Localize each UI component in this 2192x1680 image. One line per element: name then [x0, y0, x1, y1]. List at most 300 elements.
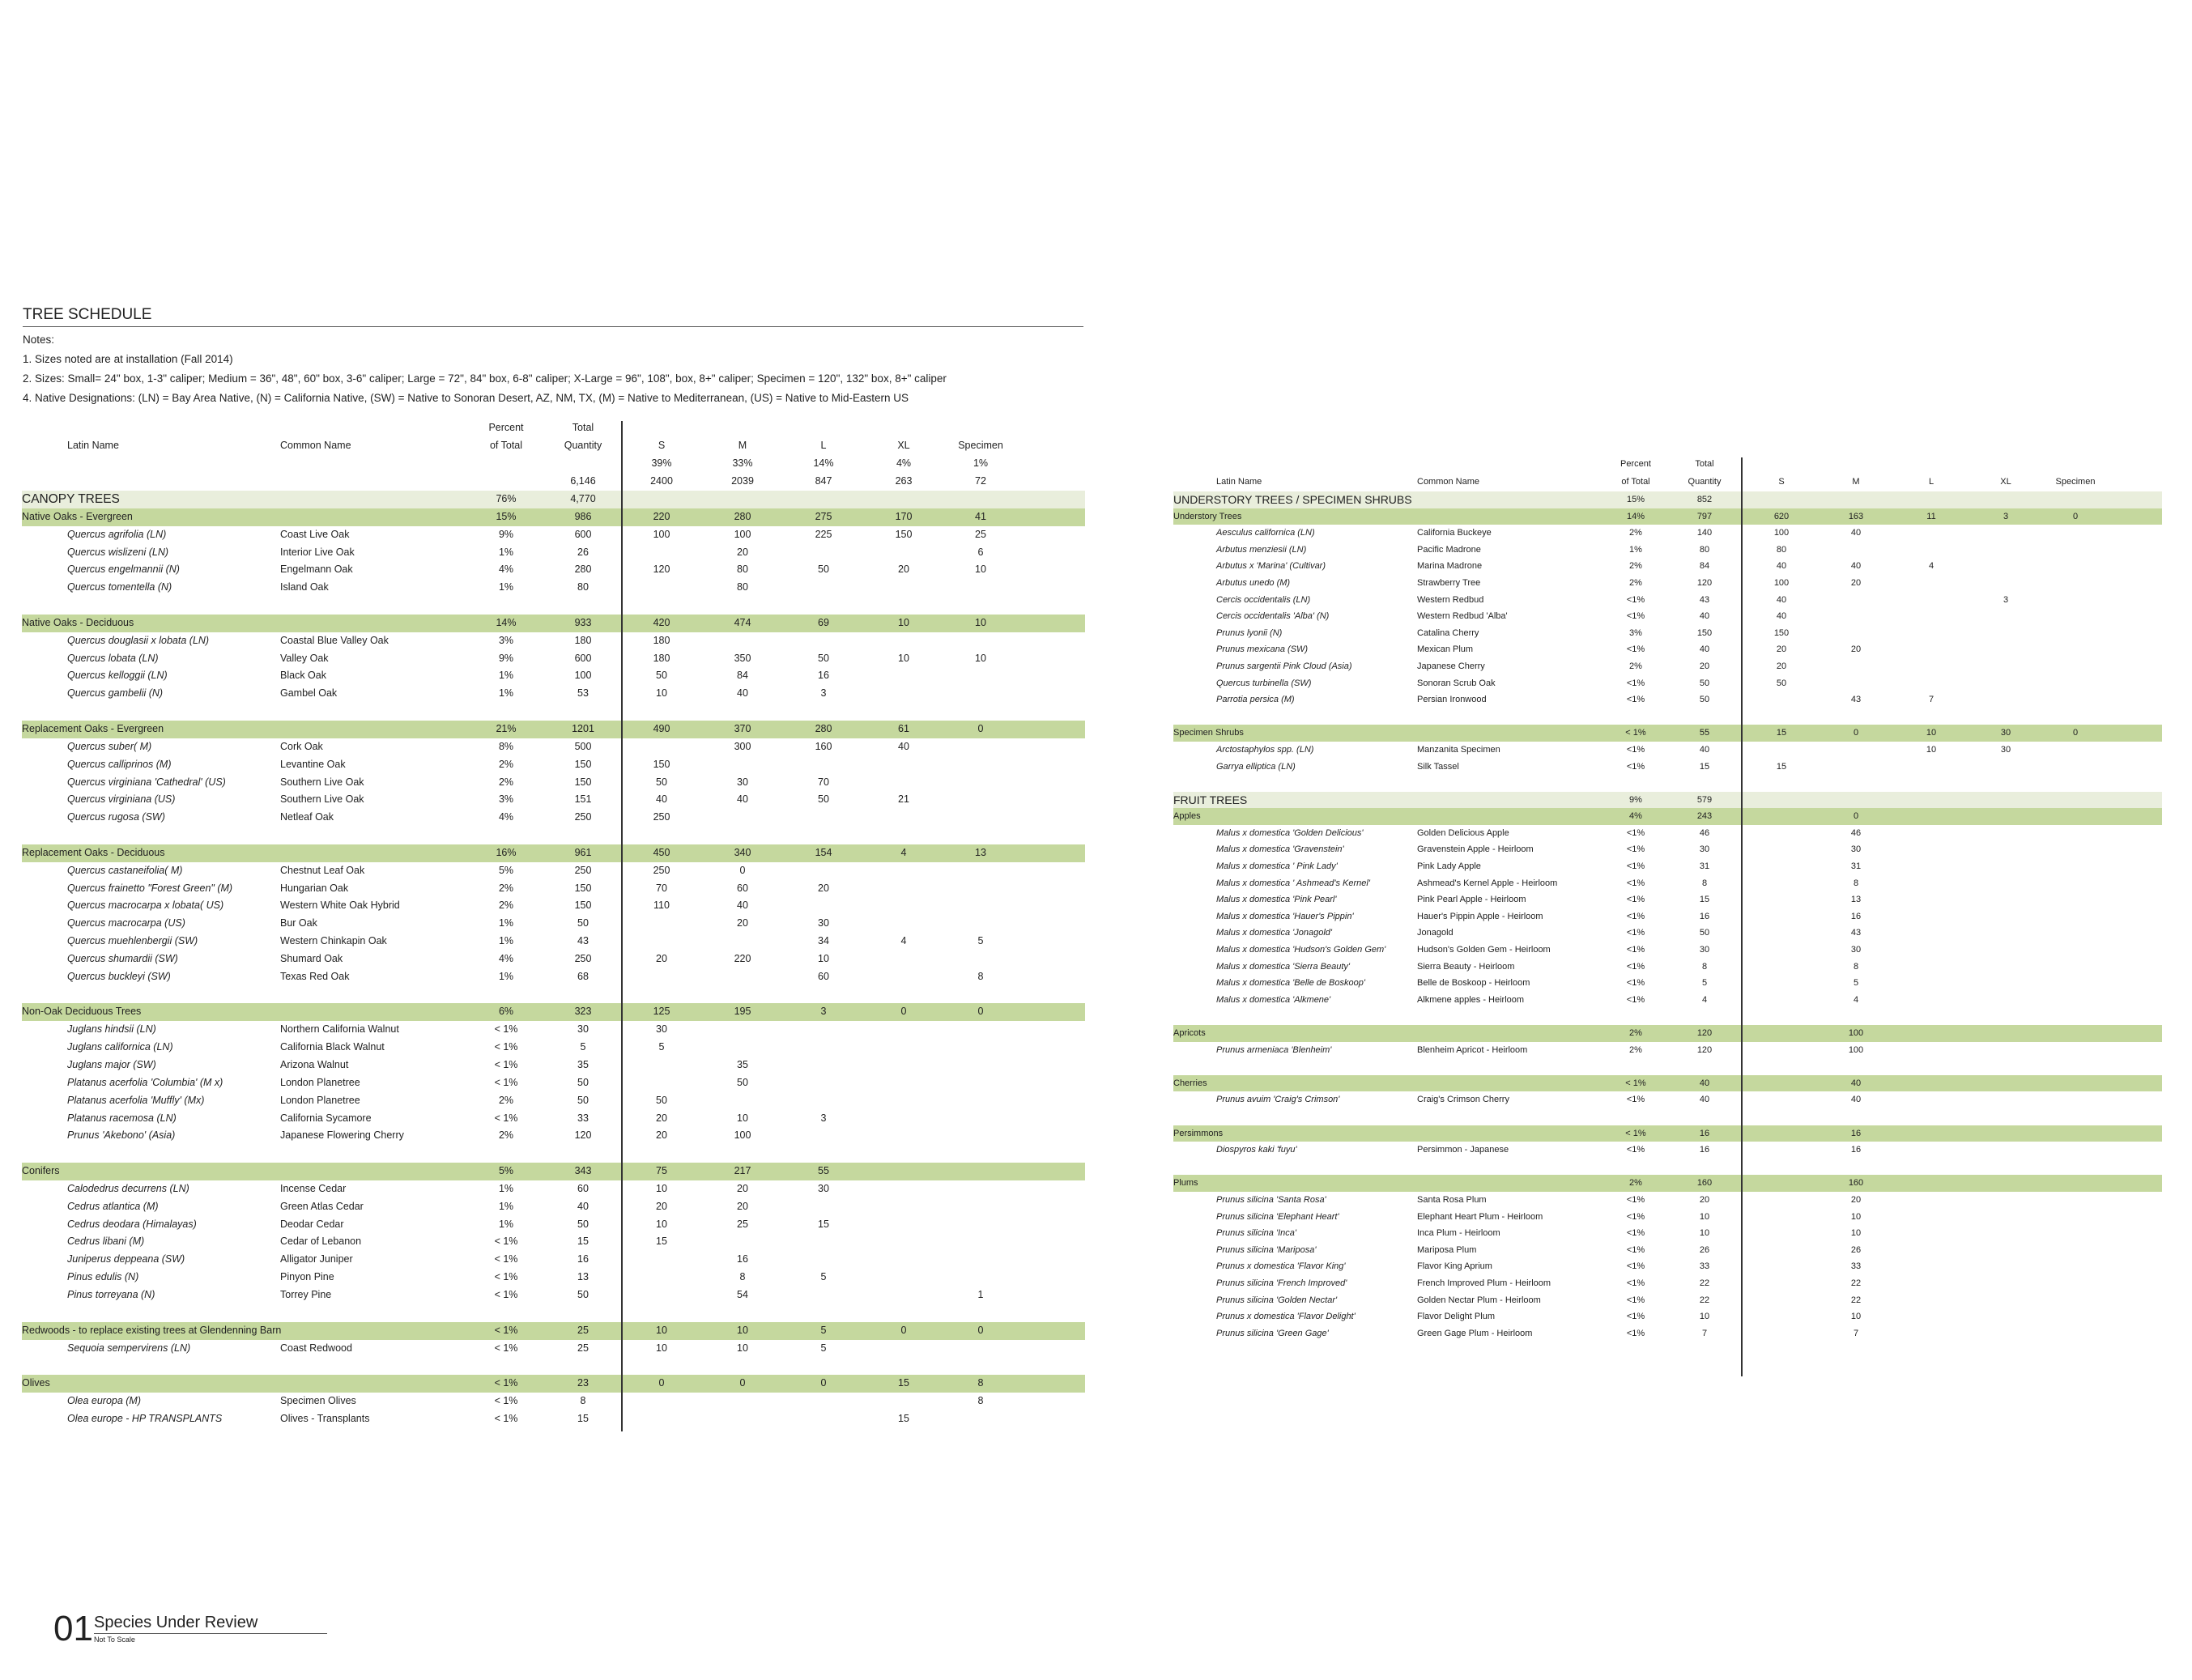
size-specimen: 8 — [977, 970, 984, 982]
size-specimen: 10 — [975, 564, 986, 576]
table-row — [1173, 875, 2162, 892]
total-quantity: 797 — [1696, 511, 1713, 521]
size-m: 0 — [1853, 811, 1859, 822]
percent-of-total: < 1% — [494, 1395, 518, 1407]
size-l: 30 — [818, 917, 829, 929]
total-quantity: 120 — [1696, 1028, 1713, 1038]
size-l: 5 — [820, 1342, 827, 1354]
common-name: Santa Rosa Plum — [1417, 1194, 1487, 1205]
common-name: Gambel Oak — [280, 687, 338, 700]
table-row — [1173, 908, 2162, 925]
percent-of-total: 4% — [498, 811, 514, 823]
size-s: 250 — [653, 811, 670, 823]
size-m: 80 — [737, 581, 748, 593]
table-row — [1173, 592, 2162, 609]
size-m: 35 — [737, 1059, 748, 1070]
size-xl: 40 — [898, 740, 909, 752]
size-specimen: 1 — [977, 1288, 984, 1300]
percent-of-total: 5% — [498, 1165, 514, 1177]
col-header-percent: Percent — [488, 422, 524, 433]
size-l: 275 — [815, 510, 832, 522]
spacer-row — [1173, 708, 2162, 725]
percent-of-total: <1% — [1626, 1145, 1645, 1155]
total-quantity: 35 — [577, 1059, 589, 1070]
common-name: Pacific Madrone — [1417, 544, 1481, 555]
latin-name: Diospyros kaki 'fuyu' — [1216, 1145, 1297, 1155]
total-quantity: 40 — [1699, 611, 1710, 622]
size-xl: 30 — [2000, 744, 2011, 755]
total-quantity: 343 — [574, 1165, 592, 1177]
sheet-title: Species Under Review — [94, 1614, 327, 1634]
percent-of-total: < 1% — [494, 1324, 518, 1336]
percent-of-total: 2% — [498, 900, 514, 912]
size-m: 20 — [1850, 577, 1862, 588]
col-header-l: L — [1928, 477, 1934, 487]
percent-of-total: <1% — [1626, 844, 1645, 855]
size-m: 474 — [734, 616, 751, 628]
total-quantity: 20 — [1699, 661, 1710, 671]
common-name: Pink Pearl Apple - Heirloom — [1417, 895, 1526, 905]
latin-name: Malus x domestica ' Pink Lady' — [1216, 861, 1338, 872]
table-row — [1173, 575, 2162, 592]
percent-of-total: 2% — [1629, 1044, 1642, 1055]
common-name: Western Redbud — [1417, 594, 1484, 605]
percent-of-total: < 1% — [1625, 1078, 1646, 1088]
col-header-specimen: Specimen — [958, 440, 1003, 451]
size-m: 50 — [737, 1076, 748, 1088]
total-quantity: 150 — [574, 758, 592, 770]
size-m: 16 — [737, 1253, 748, 1265]
latin-name: Persimmons — [1173, 1128, 1224, 1138]
latin-name: Plums — [1173, 1178, 1198, 1189]
percent-of-total: 8% — [498, 740, 514, 752]
col-header-specimen: Specimen — [2055, 477, 2096, 487]
total-quantity: 323 — [574, 1006, 592, 1018]
size-s: 50 — [656, 670, 667, 682]
size-s: 120 — [653, 564, 670, 576]
percent-of-total: 9% — [1629, 794, 1642, 805]
total-quantity: 40 — [1699, 1078, 1710, 1088]
latin-name: Prunus sargentii Pink Cloud (Asia) — [1216, 661, 1352, 671]
percent-of-total: 16% — [496, 846, 517, 858]
total-quantity: 50 — [1699, 928, 1710, 938]
latin-name: Sequoia sempervirens (LN) — [67, 1342, 191, 1354]
size-m: 10 — [1850, 1312, 1862, 1322]
col-header-m: M — [738, 440, 747, 451]
size-m: 25 — [737, 1218, 748, 1230]
total-quantity: 26 — [577, 546, 589, 558]
total-quantity: 961 — [574, 846, 592, 858]
common-name: Inca Plum - Heirloom — [1417, 1228, 1500, 1239]
size-m: 33 — [1850, 1261, 1862, 1272]
percent-of-total: < 1% — [1625, 728, 1646, 738]
percent-of-total: 3% — [1629, 627, 1642, 638]
size-s: 125 — [653, 1006, 670, 1018]
common-name: Black Oak — [280, 670, 326, 682]
col-header-quantity: Total — [1695, 459, 1714, 469]
total-quantity: 150 — [574, 900, 592, 912]
common-name: Gravenstein Apple - Heirloom — [1417, 844, 1534, 855]
size-s: 20 — [656, 1112, 667, 1124]
size-m: 20 — [737, 546, 748, 558]
common-name: Cedar of Lebanon — [280, 1236, 362, 1248]
latin-name: Olea europe - HP TRANSPLANTS — [67, 1412, 223, 1424]
common-name: Elephant Heart Plum - Heirloom — [1417, 1211, 1543, 1222]
latin-name: Quercus douglasii x lobata (LN) — [67, 634, 210, 646]
size-s: 40 — [1776, 594, 1787, 605]
size-l: 60 — [818, 970, 829, 982]
size-m: 10 — [1850, 1228, 1862, 1239]
spacer-row — [1173, 1108, 2162, 1125]
size-m: 20 — [737, 1182, 748, 1194]
group-header-row — [1173, 1075, 2162, 1092]
col-header-s: S — [658, 440, 666, 451]
size-m: 22 — [1850, 1278, 1862, 1288]
size-m: 280 — [734, 510, 751, 522]
percent-of-total: <1% — [1626, 1278, 1645, 1288]
latin-name: Juniperus deppeana (SW) — [67, 1253, 185, 1265]
size-s: 20 — [656, 1129, 667, 1142]
latin-name: Quercus frainetto "Forest Green" (M) — [67, 882, 233, 894]
latin-name: Prunus silicina 'Elephant Heart' — [1216, 1211, 1339, 1222]
common-name: Cork Oak — [280, 740, 323, 752]
size-s: 50 — [656, 1094, 667, 1106]
table-row — [1173, 641, 2162, 658]
total-quantity: 250 — [574, 952, 592, 964]
size-s: 250 — [653, 864, 670, 876]
size-m: 163 — [1848, 511, 1864, 521]
table-row — [1173, 1308, 2162, 1325]
size-m: 60 — [737, 882, 748, 894]
common-name: Persimmon - Japanese — [1417, 1145, 1509, 1155]
latin-name: Cherries — [1173, 1078, 1207, 1088]
table-row — [1173, 542, 2162, 559]
latin-name: Olives — [22, 1377, 50, 1389]
size-m: 0 — [739, 864, 746, 876]
percent-of-total: < 1% — [494, 1288, 518, 1300]
col-header-xl: XL — [2000, 477, 2011, 487]
total-quantity: 120 — [1696, 1044, 1713, 1055]
column-divider — [1741, 457, 1743, 1376]
latin-name: Prunus 'Akebono' (Asia) — [67, 1129, 176, 1142]
size-m: 80 — [737, 564, 748, 576]
grand-total-quantity: 6,146 — [570, 475, 596, 487]
size-l: 50 — [818, 652, 829, 664]
size-specimen: 0 — [977, 1324, 984, 1336]
size-specimen: 25 — [975, 528, 986, 540]
size-xl: 30 — [2000, 728, 2011, 738]
size-l: 16 — [818, 670, 829, 682]
size-l: 0 — [820, 1377, 827, 1389]
size-m: 30 — [737, 776, 748, 788]
size-l: 34 — [818, 935, 829, 947]
size-specimen: 0 — [2072, 728, 2079, 738]
size-s: 100 — [653, 528, 670, 540]
table-row — [1173, 525, 2162, 542]
common-name: California Black Walnut — [280, 1041, 385, 1053]
total-quantity: 160 — [1696, 1178, 1713, 1189]
percent-of-total: 9% — [498, 652, 514, 664]
size-s: 20 — [656, 1200, 667, 1212]
latin-name: Apricots — [1173, 1028, 1206, 1038]
size-xl: 4 — [900, 935, 907, 947]
latin-name: Quercus lobata (LN) — [67, 652, 159, 664]
total-quantity: 5 — [580, 1041, 586, 1053]
size-s: 110 — [653, 900, 670, 912]
size-s: 620 — [1773, 511, 1790, 521]
percent-of-total: <1% — [1626, 678, 1645, 688]
size-s: 180 — [653, 652, 670, 664]
size-m: 30 — [1850, 945, 1862, 955]
latin-name: Malus x domestica ' Ashmead's Kernel' — [1216, 878, 1370, 888]
latin-name: Quercus gambelii (N) — [67, 687, 164, 700]
latin-name: Non-Oak Deciduous Trees — [22, 1006, 142, 1018]
total-quantity: 120 — [574, 1129, 592, 1142]
percent-of-total: < 1% — [494, 1076, 518, 1088]
latin-name: Malus x domestica 'Belle de Boskoop' — [1216, 978, 1365, 989]
latin-name: Cercis occidentalis 'Alba' (N) — [1216, 611, 1330, 622]
latin-name: Prunus silicina 'Inca' — [1216, 1228, 1296, 1239]
total-quantity: 50 — [577, 917, 589, 929]
total-quantity: 25 — [577, 1324, 589, 1336]
common-name: Alligator Juniper — [280, 1253, 353, 1265]
common-name: Japanese Flowering Cherry — [280, 1129, 404, 1142]
total-quantity: 150 — [574, 776, 592, 788]
total-quantity: 33 — [1699, 1261, 1710, 1272]
size-xl: 3 — [2003, 511, 2009, 521]
total-quantity: 100 — [574, 670, 592, 682]
size-m: 100 — [734, 528, 751, 540]
latin-name: Malus x domestica 'Hudson's Golden Gem' — [1216, 945, 1386, 955]
size-l: 7 — [1928, 695, 1934, 705]
size-m: 220 — [734, 952, 751, 964]
size-percent: 33% — [732, 457, 753, 469]
size-m: 160 — [1848, 1178, 1864, 1189]
total-quantity: 15 — [577, 1412, 589, 1424]
latin-name: Pinus torreyana (N) — [67, 1288, 155, 1300]
common-name: Southern Live Oak — [280, 793, 364, 806]
note-line: 4. Native Designations: (LN) = Bay Area Native, (N) = California Native, (SW) = Native to Sonoran Desert, AZ, NM, TX, (M) = Native to Mediterranean, (US) = Native to Mid-Eastern US — [23, 392, 909, 404]
latin-name: FRUIT TREES — [1173, 793, 1248, 806]
latin-name: Native Oaks - Evergreen — [22, 510, 133, 522]
latin-name: Malus x domestica 'Alkmene' — [1216, 994, 1331, 1005]
total-quantity: 10 — [1699, 1228, 1710, 1239]
table-row — [1173, 841, 2162, 858]
table-row — [1173, 759, 2162, 776]
size-specimen: 8 — [977, 1377, 984, 1389]
size-specimen: 5 — [977, 935, 984, 947]
size-xl: 0 — [900, 1324, 907, 1336]
common-name: Texas Red Oak — [280, 970, 350, 982]
common-name: Pinyon Pine — [280, 1271, 334, 1283]
size-m: 10 — [737, 1112, 748, 1124]
col-header-quantity: Total — [572, 422, 594, 433]
common-name: Jonagold — [1417, 928, 1454, 938]
col-header-l: L — [820, 440, 827, 451]
latin-name: Native Oaks - Deciduous — [22, 616, 134, 628]
group-header-row — [1173, 1025, 2162, 1042]
size-specimen: 0 — [977, 1006, 984, 1018]
size-l: 280 — [815, 722, 832, 734]
latin-name: Malus x domestica 'Hauer's Pippin' — [1216, 911, 1354, 921]
size-xl: 15 — [898, 1412, 909, 1424]
total-quantity: 986 — [574, 510, 592, 522]
common-name: London Planetree — [280, 1076, 360, 1088]
percent-of-total: <1% — [1626, 1228, 1645, 1239]
size-m: 16 — [1850, 1145, 1862, 1155]
table-row — [1173, 1091, 2162, 1108]
total-quantity: 933 — [574, 616, 592, 628]
size-xl: 3 — [2003, 594, 2009, 605]
latin-name: Prunus x domestica 'Flavor Delight' — [1216, 1312, 1356, 1322]
common-name: Belle de Boskoop - Heirloom — [1417, 978, 1530, 989]
size-xl: 10 — [898, 652, 909, 664]
spacer-row — [1173, 1008, 2162, 1025]
size-s: 150 — [1773, 627, 1790, 638]
total-quantity: 50 — [577, 1076, 589, 1088]
percent-of-total: 2% — [498, 1129, 514, 1142]
size-s: 420 — [653, 616, 670, 628]
group-header-row — [1173, 508, 2162, 525]
latin-name: Malus x domestica 'Golden Delicious' — [1216, 827, 1364, 838]
total-quantity: 16 — [577, 1253, 589, 1265]
size-l: 10 — [1926, 744, 1937, 755]
total-quantity: 150 — [1696, 627, 1713, 638]
latin-name: Quercus wislizeni (LN) — [67, 546, 169, 558]
latin-name: Cercis occidentalis (LN) — [1216, 594, 1311, 605]
latin-name: Quercus virginiana (US) — [67, 793, 176, 806]
col-header-common: Common Name — [280, 440, 351, 451]
common-name: Japanese Cherry — [1417, 661, 1485, 671]
size-l: 50 — [818, 793, 829, 806]
col-header-quantity: Quantity — [564, 440, 602, 451]
size-s: 50 — [656, 776, 667, 788]
percent-of-total: 3% — [498, 793, 514, 806]
total-quantity: 23 — [577, 1377, 589, 1389]
total-quantity: 30 — [1699, 844, 1710, 855]
total-quantity: 30 — [577, 1023, 589, 1036]
size-s: 75 — [656, 1165, 667, 1177]
percent-of-total: 5% — [498, 864, 514, 876]
latin-name: Prunus silicina 'Santa Rosa' — [1216, 1194, 1326, 1205]
size-m: 100 — [1848, 1028, 1864, 1038]
latin-name: Prunus avuim 'Craig's Crimson' — [1216, 1095, 1340, 1105]
percent-of-total: 14% — [1626, 511, 1645, 521]
percent-of-total: 15% — [496, 510, 517, 522]
col-header-quantity: Quantity — [1688, 477, 1722, 487]
percent-of-total: <1% — [1626, 611, 1645, 622]
notes-heading: Notes: — [23, 334, 55, 346]
size-specimen: 41 — [975, 510, 986, 522]
size-s: 20 — [1776, 661, 1787, 671]
common-name: Shumard Oak — [280, 952, 343, 964]
latin-name: Prunus silicina 'Golden Nectar' — [1216, 1295, 1338, 1305]
common-name: Torrey Pine — [280, 1288, 332, 1300]
size-m: 8 — [1853, 878, 1859, 888]
common-name: Deodar Cedar — [280, 1218, 344, 1230]
percent-of-total: 1% — [498, 581, 514, 593]
percent-of-total: < 1% — [494, 1271, 518, 1283]
percent-of-total: 2% — [498, 1094, 514, 1106]
common-name: Incense Cedar — [280, 1182, 347, 1194]
percent-of-total: 4% — [498, 952, 514, 964]
latin-name: Malus x domestica 'Pink Pearl' — [1216, 895, 1337, 905]
table-row — [1173, 742, 2162, 759]
common-name: Green Atlas Cedar — [280, 1200, 364, 1212]
percent-of-total: 2% — [1629, 1028, 1642, 1038]
common-name: Sierra Beauty - Heirloom — [1417, 961, 1515, 972]
common-name: Blenheim Apricot - Heirloom — [1417, 1044, 1528, 1055]
size-m: 26 — [1850, 1244, 1862, 1255]
total-quantity: 31 — [1699, 861, 1710, 872]
latin-name: Juglans major (SW) — [67, 1059, 156, 1070]
col-header-s: S — [1778, 477, 1785, 487]
latin-name: Apples — [1173, 811, 1201, 822]
latin-name: Juglans hindsii (LN) — [67, 1023, 156, 1036]
percent-of-total: 2% — [1629, 528, 1642, 538]
total-quantity: 250 — [574, 864, 592, 876]
common-name: Flavor Delight Plum — [1417, 1312, 1495, 1322]
size-m: 84 — [737, 670, 748, 682]
table-row — [1173, 959, 2162, 976]
size-s: 5 — [658, 1041, 665, 1053]
size-l: 70 — [818, 776, 829, 788]
table-row — [1173, 1242, 2162, 1259]
latin-name: Malus x domestica 'Sierra Beauty' — [1216, 961, 1350, 972]
latin-name: Replacement Oaks - Deciduous — [22, 846, 165, 858]
percent-of-total: 1% — [498, 546, 514, 558]
total-quantity: 15 — [577, 1236, 589, 1248]
size-specimen: 6 — [977, 546, 984, 558]
grand-total-specimen: 72 — [975, 475, 986, 487]
percent-of-total: <1% — [1626, 861, 1645, 872]
percent-of-total: 2% — [498, 776, 514, 788]
size-s: 15 — [656, 1236, 667, 1248]
total-quantity: 40 — [577, 1200, 589, 1212]
latin-name: Cedrus atlantica (M) — [67, 1200, 159, 1212]
spacer-row — [1173, 775, 2162, 792]
size-specimen: 13 — [975, 846, 986, 858]
latin-name: Quercus muehlenbergii (SW) — [67, 935, 198, 947]
size-s: 40 — [1776, 611, 1787, 622]
percent-of-total: <1% — [1626, 1295, 1645, 1305]
total-quantity: 26 — [1699, 1244, 1710, 1255]
latin-name: Quercus rugosa (SW) — [67, 811, 165, 823]
size-s: 40 — [656, 793, 667, 806]
total-quantity: 5 — [1701, 978, 1708, 989]
latin-name: Prunus lyonii (N) — [1216, 627, 1283, 638]
latin-name: Malus x domestica 'Gravenstein' — [1216, 844, 1344, 855]
latin-name: Parrotia persica (M) — [1216, 695, 1295, 705]
size-m: 20 — [737, 1200, 748, 1212]
size-m: 100 — [1848, 1044, 1864, 1055]
latin-name: Cedrus libani (M) — [67, 1236, 145, 1248]
total-quantity: 151 — [574, 793, 592, 806]
common-name: Alkmene apples - Heirloom — [1417, 994, 1525, 1005]
total-quantity: 30 — [1699, 945, 1710, 955]
table-row — [1173, 1292, 2162, 1309]
table-row — [1173, 825, 2162, 842]
size-l: 10 — [818, 952, 829, 964]
percent-of-total: <1% — [1626, 961, 1645, 972]
percent-of-total: <1% — [1626, 1328, 1645, 1338]
total-quantity: 600 — [574, 528, 592, 540]
table-row — [1173, 691, 2162, 708]
latin-name: Calodedrus decurrens (LN) — [67, 1182, 189, 1194]
percent-of-total: < 1% — [494, 1236, 518, 1248]
latin-name: Platanus racemosa (LN) — [67, 1112, 177, 1124]
total-quantity: 53 — [577, 687, 589, 700]
